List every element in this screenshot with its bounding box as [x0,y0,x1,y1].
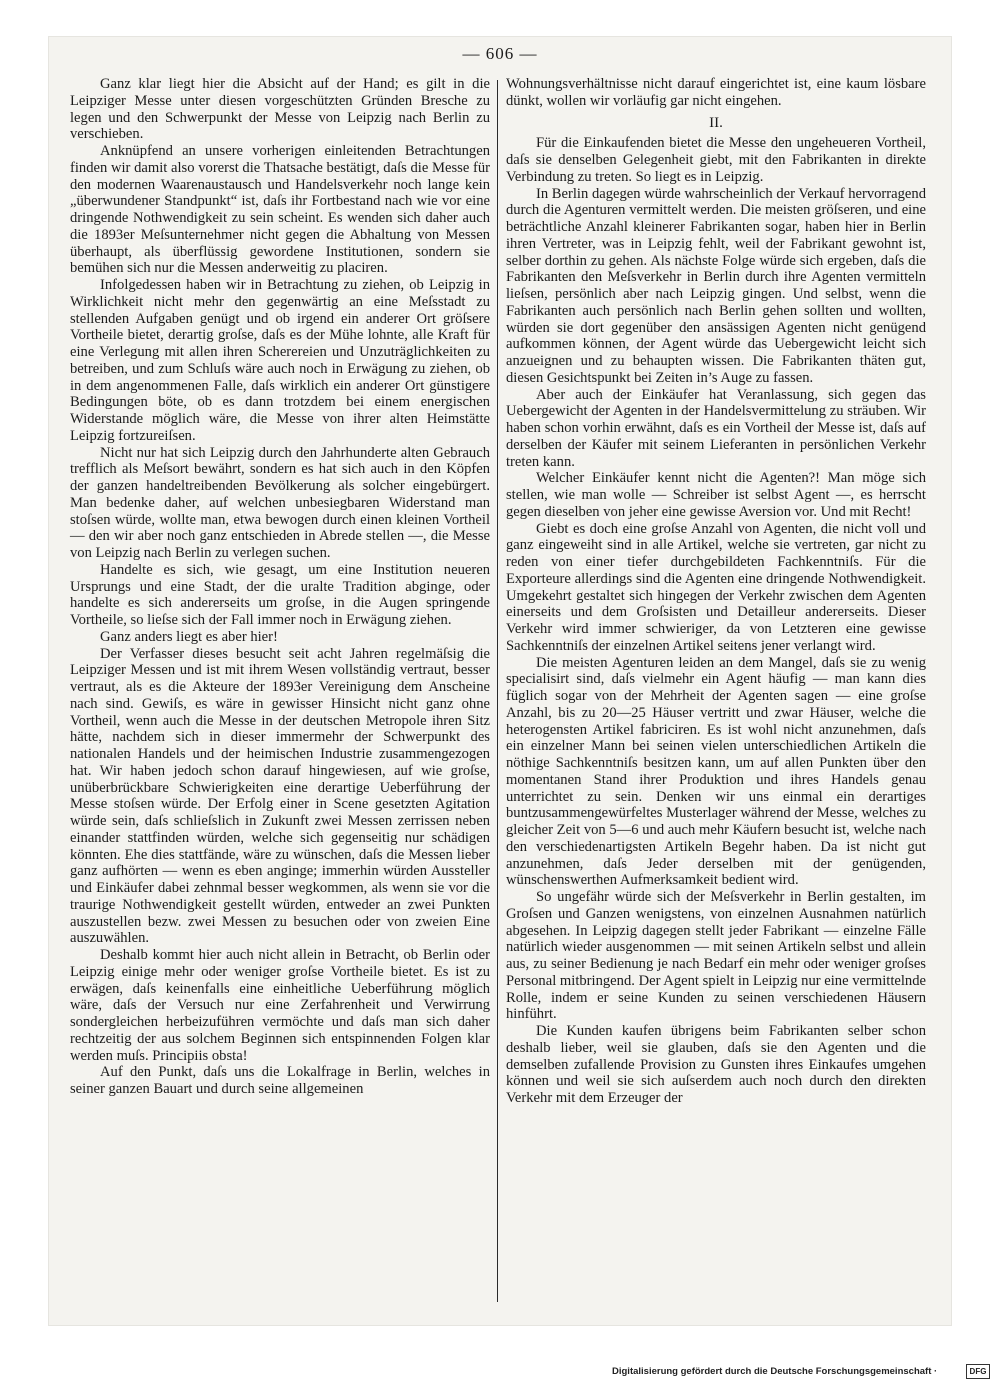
paragraph: Für die Einkaufenden bietet die Messe den ungeheueren Vortheil, daſs sie denselben Gelegenheit giebt, mit den Fabrikanten in direkte Verbindung zu treten. So liegt es in Leipzig. [506,135,926,185]
paragraph: Anknüpfend an unsere vorherigen einleitenden Betrachtungen finden wir damit also vorerst die Thatsache bestätigt, daſs die Messe für den modernen Waarenaustausch und Handelsverkehr noch lange kein „überwundener Standpunkt“ ist, daſs ihr Fortbestand nach wie vor eine dringende Nothwendigkeit zu sein scheint. Es wenden sich daher auch die 1893er Meſsunternehmer nicht gegen die Abhaltung von Messen überhaupt, als überflüssig gewordene Institutionen, sondern sie bemühen sich nur die Messen anderweitig zu placiren. [70,143,490,277]
paragraph: Nicht nur hat sich Leipzig durch den Jahrhunderte alten Gebrauch trefflich als Meſsort bewährt, sondern es hat sich auch in den Köpfen der ganzen handeltreibenden Bevölkerung als solcher eingebürgert. Man bedenke daher, auf welchen unbesiegbaren Widerstand man stoſsen würde, wollte man, etwa bewogen durch einen kleinen Vortheil — den wir aber noch ganz entschieden in Abrede stellen —, die Messe von Leipzig nach Berlin zu verlegen suchen. [70,444,490,561]
section-heading: II. [709,114,723,131]
paragraph: Giebt es doch eine groſse Anzahl von Agenten, die nicht voll und ganz eingeweiht sind in alle Artikel, welche sie vertreten, gar nicht zu reden von einer tiefer durchgebildeten Fachkenntniſs. Für die Exporteure allerdings sind die Agenten eine dringende Nothwendigkeit. Umgekehrt gestaltet sich hingegen der Verkehr zwischen dem Agenten einerseits und dem Groſsisten und Detailleur andererseits. Dieser Verkehr wird immer schwieriger, da von Letzteren eine gewisse Sachkenntniſs der einzelnen Artikel seitens jener verlangt wird. [506,520,926,654]
page-number: — 606 — [462,44,538,63]
paragraph-continuation: Wohnungsverhältnisse nicht darauf eingerichtet ist, eine kaum lösbare dünkt, wollen wir vorläufig gar nicht eingehen. [506,76,926,109]
left-column [70,76,490,1098]
column-divider [497,80,498,1302]
dfg-logo: DFG [966,1364,990,1379]
paragraph: Die Kunden kaufen übrigens beim Fabrikanten selber schon deshalb lieber, weil sie glauben, daſs sie den Agenten und die demselben zufallende Provision zu Gunsten ihres Einkaufes umgehen können und weil sie sich auſserdem auch noch durch den direkten Verkehr mit dem Erzeuger der [506,1023,926,1106]
digitization-credit: Digitalisierung gefördert durch die Deutsche Forschungsgemeinschaft · [612,1366,938,1377]
paragraph: Die meisten Agenturen leiden an dem Mangel, daſs sie zu wenig specialisirt sind, daſs vielmehr ein Agent häufig — man kann dies füglich sogar von der Mehrheit der Agenten sagen — eine groſse Anzahl, bis zu 20—25 Häuser vertritt und zwar Häuser, welche die heterogensten Artikel fabriciren. Es ist wohl nicht anzunehmen, daſs ein einzelner Mann bei seinen vielen unterschiedlichen Artikeln die nöthige Sachkenntniſs besitzen kann, um auf allen Punkten über den momentanen Stand ihrer Produktion und ihres Handels genau unterrichtet zu sein. Denken wir uns einmal ein derartiges buntzusammengewürfeltes Musterlager während der Messe, welches zu gleicher Zeit von 5—6 und auch mehr Käufern besucht ist, welche nach den verschiedenartigsten Artikeln Begehr haben. Da ist nicht gut anzunehmen, daſs Jeder derselben mit der genügenden, wünschenswerthen Aufmerksamkeit bedient wird. [506,654,926,889]
paragraph: Deshalb kommt hier auch nicht allein in Betracht, ob Berlin oder Leipzig einige mehr oder weniger groſse Vortheile bietet. Es ist zu erwägen, daſs keinenfalls eine einheitliche Ueberführung möglich wäre, daſs der Versuch nur eine Zerfahrenheit und Verwirrung sondergleichen herbeizuführen vermöchte und daſs man sich daher rechtzeitig der aus solchem Beginnen sich entspinnenden Folgen klar werden muſs. Principiis obsta! [70,947,490,1064]
paragraph: Ganz anders liegt es aber hier! [100,628,278,645]
right-column [506,76,926,1107]
paragraph: Handelte es sich, wie gesagt, um eine Institution neueren Ursprungs und eine Stadt, der die uralte Tradition abginge, oder handelte es sich andererseits um groſse, in die Augen springende Vortheile, so lieſse sich der Fall immer noch in Erwägung ziehen. [70,561,490,628]
paragraph: Infolgedessen haben wir in Betrachtung zu ziehen, ob Leipzig in Wirklichkeit nicht mehr den gegenwärtig an eine Meſsstadt zu stellenden Aufgaben genügt und ob irgend ein anderer Ort gröſsere Vortheile bietet, derartig groſse, daſs es der Mühe lohnte, alle Kraft für eine Verlegung mit allen ihren Scherereien und Unzuträglichkeiten zu betreiben, und zum Schluſs wäre auch noch in Erwägung zu ziehen, ob in dem angenommenen Falle, daſs wirklich ein anderer Ort günstigere Bedingungen böte, ob es dann trotzdem bei einem energischen Widerstande möglich wäre, die Messe von ihrer alten Heimstätte Leipzig fortzureiſsen. [70,277,490,444]
paragraph: Der Verfasser dieses besucht seit acht Jahren regelmäſsig die Leipziger Messen und ist mit ihrem Wesen vollständig vertraut, besser vertraut, als es die Akteure der 1893er Vereinigung dem Anscheine nach sind. Gewiſs, es wäre in gewisser Hinsicht nicht ganz ohne Vortheil, wenn auch die Messe in der deutschen Metropole ihren Sitz hätte, nachdem sich in dieser immermehr der Schwerpunkt des nationalen Handels und der heimischen Industrie zusammengezogen hat. Wir haben jedoch schon darauf hingewiesen, auf wie groſse, unüberbrückbare Schwierigkeiten eine derartige Ueberführung der Messe stoſsen würde. Der Erfolg einer in Scene gesetzten Agitation würde sein, daſs schlieſslich in Zukunft zwei Messen zerrissen neben einander stattfinden würden, welche sich gegenseitig nur schädigen könnten. Ehe dies stattfände, wäre zu wünschen, daſs die Messen lieber ganz aufhörten — wenn es eben anginge; immerhin würden Aussteller und Einkäufer dabei zehnmal besser wegkommen, als wenn sie vor die traurige Nothwendigkeit gestellt würden, entweder an zwei Punkten auszustellen bezw. zwei Messen zu besuchen oder von zweien Eine auszuwählen. [70,645,490,947]
paragraph: So ungefähr würde sich der Meſsverkehr in Berlin gestalten, im Groſsen und Ganzen wenigstens, von einzelnen Ausnahmen natürlich abgesehen. In Leipzig dagegen stellt jeder Fabrikant — einzelne Fälle natürlich wieder ausgenommen — mit seinen Artikeln selbst und allein aus, zu seiner Bedienung je nach Bedarf ein mehr oder weniger groſses Personal mitbringend. Der Agent spielt in Leipzig nur eine vermittelnde Rolle, indem er seine Kunden zu seinen verschiedenen Häusern hinführt. [506,889,926,1023]
paragraph: In Berlin dagegen würde wahrscheinlich der Verkauf hervorragend durch die Agenturen vermittelt werden. Die meisten gröſseren, und eine beträchtliche Anzahl kleinerer Fabrikanten sogar, haben hier in Berlin ihren Vertreter, was in Leipzig fehlt, weil der Fabrikant gewohnt ist, selber dorthin zu gehen. Als nächste Folge würde sich ergeben, daſs die Fabrikanten den Meſsverkehr in Berlin durch ihre Agenten vermitteln lieſsen, persönlich aber nach Leipzig gingen. Und selbst, wenn die Fabrikanten auch persönlich nach Berlin gehen sollten und wollten, würden sie dort gegenüber den ansässigen Agenten nicht genügend aufkommen können, der Agent würde das Uebergewicht leicht sich anzueignen und zu behaupten wissen. Die Fabrikanten thäten gut, diesen Gesichtspunkt bei Zeiten in’s Auge zu fassen. [506,185,926,386]
paragraph: Ganz klar liegt hier die Absicht auf der Hand; es gilt in die Leipziger Messe unter diesen vorgeschützten Gründen Bresche zu legen und den Schwerpunkt der Messe von Leipzig nach Berlin zu verschieben. [70,76,490,143]
paragraph: Welcher Einkäufer kennt nicht die Agenten?! Man möge sich stellen, wie man wolle — Schreiber ist selbst Agent —, es herrscht gegen dieselben von jeher eine gewisse Aversion vor. Und mit Recht! [506,470,926,520]
paragraph: Aber auch der Einkäufer hat Veranlassung, sich gegen das Uebergewicht der Agenten in der Handelsvermittelung zu sträuben. Wir haben schon vorhin erwähnt, daſs es ein Vortheil der Messe ist, daſs auf derselben der Käufer mit seinem Lieferanten in persönlichen Verkehr treten kann. [506,386,926,470]
paragraph: Auf den Punkt, daſs uns die Lokalfrage in Berlin, welches in seiner ganzen Bauart und durch seine allgemeinen [70,1064,490,1097]
